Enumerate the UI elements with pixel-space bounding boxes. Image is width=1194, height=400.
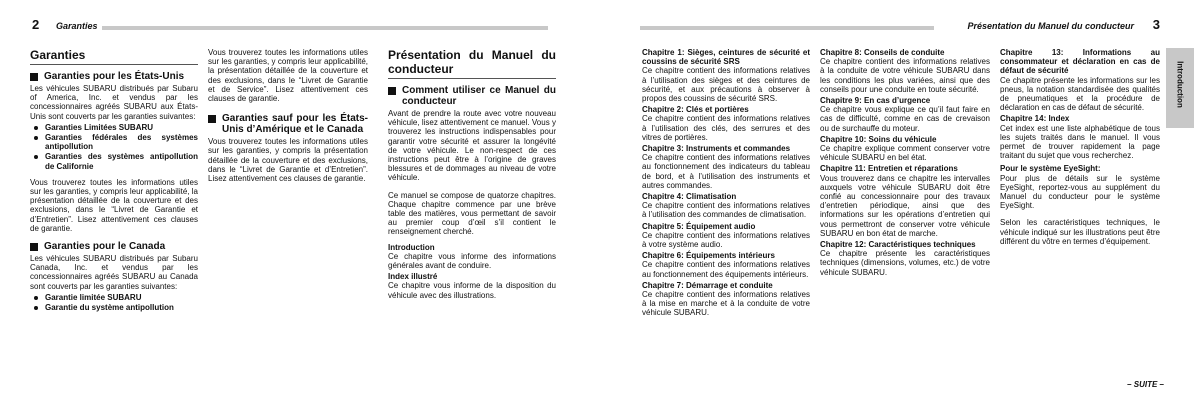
chapter-text: Ce chapitre contient des informations relatives à l’utilisation des sièges et des ceintures de sécurité, et aux précautions à observer à propos des coussins de sécurité SRS. <box>642 66 810 104</box>
bullet-icon <box>34 306 38 310</box>
chapter-text: Ce chapitre contient des informations relatives à la mise en marche et à la conduite de votre véhicule SUBARU. <box>642 290 810 318</box>
canada-intro: Les véhicules SUBARU distribués par Subaru Canada, Inc. et vendus par les concessionnaires agréés SUBARU au Canada sont couverts par les garanties suivantes: <box>30 254 198 291</box>
square-bullet-icon <box>388 87 396 95</box>
chapters-column-1 <box>642 48 810 320</box>
garanties-column-2 <box>208 48 368 185</box>
side-tab-label: Introduction <box>1175 61 1185 108</box>
chapter-title: Chapitre 7: Démarrage et conduite <box>642 280 773 290</box>
garanties-column-1 <box>30 48 198 313</box>
bullet-icon <box>34 126 38 130</box>
eyesight-title: Pour le système EyeSight: <box>1000 164 1101 174</box>
usa-outro: Vous trouverez toutes les informations utiles sur les garanties, y compris leur applicabilité, la présentation détaillée de la couverture et des exclusions, dans le “Livret de Garantie et d’Entretien”. Lisez attentivement ces clauses de garantie. <box>30 177 198 233</box>
chapter-title: Chapitre 4: Climatisation <box>642 192 737 202</box>
list-item: Garanties Limitées SUBARU <box>30 123 198 132</box>
page-number: 3 <box>1152 17 1160 32</box>
chapter-text: Ce chapitre présente les caractéristiques techniques (dimensions, volumes, etc.) de votre véhicule SUBARU. <box>820 249 990 277</box>
how-heading: Comment utiliser ce Manuel du conducteur <box>388 85 556 107</box>
square-bullet-icon <box>30 73 38 81</box>
intro-title: Introduction <box>388 242 435 252</box>
suite-label: – SUITE – <box>1127 380 1164 389</box>
chapters-column-3 <box>1000 48 1160 248</box>
square-bullet-icon <box>30 243 38 251</box>
presentation-column <box>388 48 556 302</box>
header-rule <box>640 26 934 30</box>
chapter-title: Chapitre 2: Clés et portières <box>642 105 749 115</box>
chapter-text: Vous trouverez dans ce chapitre les intervalles auxquels votre véhicule SUBARU doit être confié au concessionnaire pour des travaux d’entretien périodique, ainsi que des informations sur les opérations d’entretien qui vous permettront de conserver votre véhicule SUBARU en bon état de marche. <box>820 173 990 238</box>
chapter-text: Ce chapitre contient des informations relatives à l’utilisation des commandes de climatisation. <box>642 201 810 220</box>
bullet-icon <box>34 296 38 300</box>
chapter-text: Cet index est une liste alphabétique de tous les sujets traités dans le manuel. Il vous permet de trouver rapidement la page traitant du sujet que vous recherchez. <box>1000 123 1160 161</box>
list-item: Garantie du système antipollution <box>30 303 198 312</box>
presentation-title: Présentation du Manuel du conducteur <box>388 48 556 79</box>
chapter-text: Ce chapitre contient des informations relatives à la conduite de votre véhicule SUBARU dans les conditions les plus variées, ainsi que des conseils pour une conduite en toute sécurité. <box>820 57 990 94</box>
header-title: Présentation du Manuel du conducteur <box>967 21 1134 31</box>
section-title: Garanties <box>30 48 198 65</box>
chapters-column-2 <box>820 48 990 279</box>
square-bullet-icon <box>208 115 216 123</box>
header-rule <box>102 26 548 30</box>
right-header <box>640 17 1160 34</box>
usa-intro: Les véhicules SUBARU distribués par Subaru of America, Inc. et vendus par les concessionnaires agréés SUBARU aux États-Unis sont couverts par les garanties suivantes: <box>30 84 198 121</box>
left-header <box>28 17 548 34</box>
chapter-title: Chapitre 12: Caractéristiques techniques <box>820 240 976 250</box>
chapter-text: Ce chapitre contient des informations relatives à votre système audio. <box>642 230 810 250</box>
index-text: Ce chapitre vous informe de la disposition du véhicule avec des illustrations. <box>388 281 556 300</box>
other-text: Vous trouverez toutes les informations utiles sur les garanties, y compris la présentation détaillée de la couverture et des exclusions, dans le “Livret de Garantie et d’Entretien”. Lisez attentivement ces clauses de garantie. <box>208 137 368 184</box>
bullet-icon <box>34 136 38 140</box>
chapter-title: Chapitre 13: Informations au consommateur et déclaration en cas de défaut de sécurité <box>1000 48 1160 76</box>
left-page <box>28 0 558 400</box>
chapter-title: Chapitre 14: Index <box>1000 114 1070 124</box>
list-item: Garanties fédérales des systèmes antipollution <box>30 133 198 151</box>
right-page <box>640 0 1180 400</box>
chapter-text: Ce chapitre explique comment conserver votre véhicule SUBARU en bel état. <box>820 144 990 163</box>
chapter-title: Chapitre 11: Entretien et réparations <box>820 164 958 174</box>
chapter-title: Chapitre 10: Soins du véhicule <box>820 134 937 144</box>
chapter-title: Chapitre 9: En cas d’urgence <box>820 96 931 106</box>
chapter-text: Ce chapitre contient des informations relatives au fonctionnement des indicateurs du tableau de bord, et à l’utilisation des instruments et autres commandes. <box>642 153 810 190</box>
chapter-title: Chapitre 3: Instruments et commandes <box>642 144 791 154</box>
bullet-icon <box>34 155 38 159</box>
chapter-text: Ce chapitre présente les informations sur les pneus, la notation standardisée des qualités de pneumatiques et la procédure de déclaration en cas de défaut de sécurité. <box>1000 75 1160 113</box>
canada-heading: Garanties pour le Canada <box>30 241 198 252</box>
presentation-p2: Ce manuel se compose de quatorze chapitres. Chaque chapitre commence par une brève table des matières, vous permettant de savoir au premier coup d’œil s’il contient le renseignement cherché. <box>388 190 556 237</box>
chapter-text: Ce chapitre vous explique ce qu’il faut faire en cas de difficulté, comme en cas de crevaison ou de surchauffe du moteur. <box>820 105 990 133</box>
list-item: Garanties des systèmes antipollution de Californie <box>30 152 198 170</box>
chapter-title: Chapitre 6: Équipements intérieurs <box>642 251 775 261</box>
side-tab <box>1166 48 1194 128</box>
chapter-title: Chapitre 8: Conseils de conduite <box>820 48 945 57</box>
canada-outro: Vous trouverez toutes les informations utiles sur les garanties, y compris leur applicabilité, la présentation détaillée de la couverture et des exclusions, dans le “Livret de Garantie et de Service”. Lisez attentivement ces clauses de garantie. <box>208 48 368 104</box>
usa-heading: Garanties pour les États-Unis <box>30 71 198 82</box>
chapter-text: Ce chapitre contient des informations relatives au fonctionnement des équipements intérieurs. <box>642 260 810 279</box>
eyesight-note: Selon les caractéristiques techniques, le véhicule indiqué sur les illustrations peut être différent du vôtre en termes d’équipement. <box>1000 218 1160 246</box>
intro-text: Ce chapitre vous informe des informations générales avant de conduire. <box>388 251 556 271</box>
chapter-text: Ce chapitre contient des informations relatives à l’utilisation des clés, des serrures et des vitres de portières. <box>642 114 810 142</box>
chapter-title: Chapitre 1: Sièges, ceintures de sécurité et coussins de sécurité SRS <box>642 48 810 67</box>
page-number: 2 <box>32 17 40 32</box>
presentation-p1: Avant de prendre la route avec votre nouveau véhicule, lisez attentivement ce manuel. Vous y trouverez les instructions indispensables pour garantir votre sécurité et assurer la longévité de votre véhicule. Le non-respect de ces instructions peut être à l’origine de graves blessures et de dommages au niveau de votre véhicule. <box>388 109 556 183</box>
chapter-title: Chapitre 5: Équipement audio <box>642 221 756 231</box>
header-title: Garanties <box>56 21 98 31</box>
eyesight-text: Pour plus de détails sur le système EyeSight, reportez-vous au supplément du Manuel du conducteur pour le système EyeSight. <box>1000 173 1160 211</box>
list-item: Garantie limitée SUBARU <box>30 293 198 302</box>
index-title: Index illustré <box>388 272 438 282</box>
other-heading: Garanties sauf pour les États-Unis d’Amérique et le Canada <box>208 113 368 135</box>
